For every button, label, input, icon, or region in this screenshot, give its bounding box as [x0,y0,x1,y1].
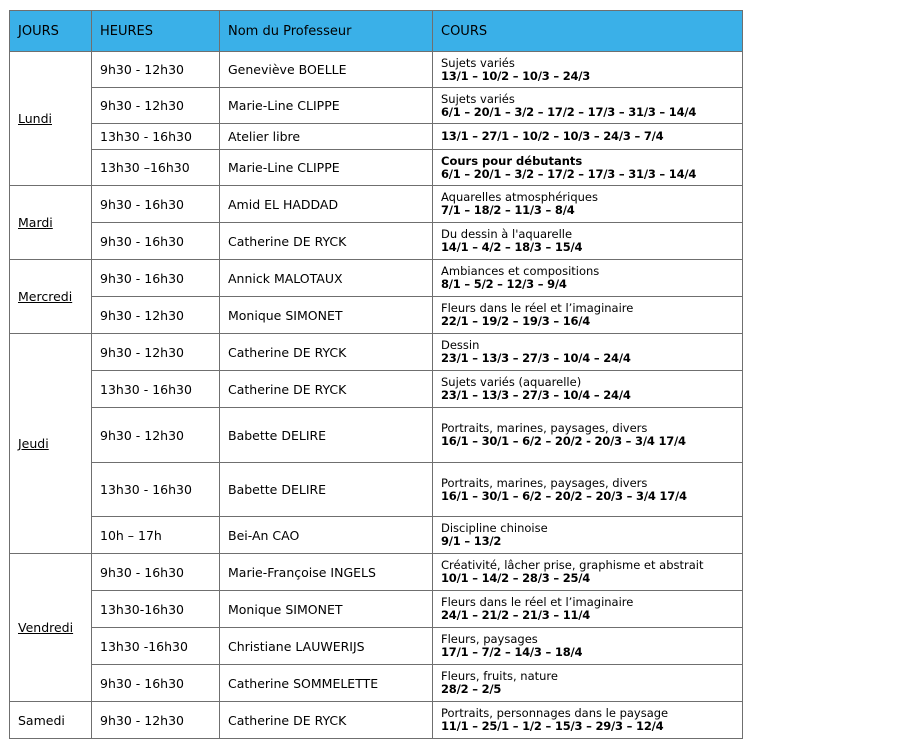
course-subject: Sujets variés (aquarelle) [441,375,582,389]
table-row [10,371,743,408]
professor-cell: Catherine DE RYCK [220,334,433,371]
day-label: Lundi [18,111,52,126]
course-cell [433,517,743,554]
time-cell: 9h30 - 12h30 [92,408,220,463]
day-cell [10,186,92,260]
course-subject: Portraits, marines, paysages, divers [441,475,648,490]
course-dates: 16/1 – 30/1 – 6/2 – 20/2 – 20/3 – 3/4 17/4 [441,488,687,503]
time-cell: 13h30 -16h30 [92,628,220,665]
course-cell [433,150,743,186]
professor-cell: Catherine SOMMELETTE [220,665,433,702]
table-row [10,52,743,88]
professor-cell: Geneviève BOELLE [220,52,433,88]
time-cell: 13h30 - 16h30 [92,463,220,517]
course-cell [433,665,743,702]
table-row [10,665,743,702]
course-cell [433,52,743,88]
header-jours: JOURS [10,11,92,52]
table-row [10,591,743,628]
course-dates: 24/1 – 21/2 – 21/3 – 11/4 [441,608,591,622]
course-dates: 7/1 – 18/2 – 11/3 – 8/4 [441,203,575,217]
header-heures: HEURES [92,11,220,52]
schedule-body [10,52,743,739]
professor-cell: Marie-Line CLIPPE [220,88,433,124]
day-label: Vendredi [18,620,74,635]
course-dates: 6/1 – 20/1 – 3/2 – 17/2 – 17/3 – 31/3 – 14/4 [441,166,697,181]
table-row [10,628,743,665]
day-cell [10,702,92,739]
table-row [10,702,743,739]
course-dates: 6/1 – 20/1 – 3/2 – 17/2 – 17/3 – 31/3 – 14/4 [441,104,697,119]
day-label: Mercredi [18,289,73,304]
professor-cell: Christiane LAUWERIJS [220,628,433,665]
course-dates: 16/1 – 30/1 – 6/2 – 20/2 - 20/3 – 3/4 17/4 [441,434,686,448]
course-subject: Créativité, lâcher prise, graphisme et abstrait [441,558,704,572]
header-professeur: Nom du Professeur [220,11,433,52]
course-dates: 9/1 – 13/2 [441,534,502,548]
day-cell [10,260,92,334]
course-dates: 28/2 – 2/5 [441,682,502,696]
course-dates: 23/1 – 13/3 – 27/3 – 10/4 – 24/4 [441,351,631,365]
course-cell [433,408,743,463]
course-dates: 8/1 – 5/2 – 12/3 – 9/4 [441,277,567,291]
course-cell [433,334,743,371]
professor-cell: Babette DELIRE [220,408,433,463]
course-cell [433,628,743,665]
day-cell [10,334,92,554]
course-dates: 14/1 – 4/2 – 18/3 – 15/4 [441,240,583,254]
day-cell [10,554,92,702]
professor-cell: Bei-An CAO [220,517,433,554]
course-cell [433,591,743,628]
table-row [10,88,743,124]
professor-cell: Marie-Françoise INGELS [220,554,433,591]
course-subject: Du dessin à l'aquarelle [441,227,573,241]
course-dates: 22/1 – 19/2 – 19/3 – 16/4 [441,314,591,328]
course-subject: Ambiances et compositions [441,264,600,278]
table-row [10,463,743,517]
course-cell [433,260,743,297]
day-label: Mardi [18,215,53,230]
time-cell: 9h30 - 12h30 [92,52,220,88]
time-cell: 9h30 - 16h30 [92,223,220,260]
course-subject: Fleurs dans le réel et l’imaginaire [441,595,634,609]
course-cell [433,297,743,334]
professor-cell: Catherine DE RYCK [220,223,433,260]
course-dates: 10/1 – 14/2 – 28/3 – 25/4 [441,571,591,585]
table-row [10,260,743,297]
table-row [10,334,743,371]
course-subject: Cours pour débutants [441,153,583,168]
day-cell [10,52,92,186]
time-cell: 9h30 - 16h30 [92,665,220,702]
course-cell [433,223,743,260]
professor-cell: Babette DELIRE [220,463,433,517]
course-subject: Aquarelles atmosphériques [441,190,598,204]
time-cell: 9h30 - 12h30 [92,334,220,371]
course-subject: Fleurs dans le réel et l’imaginaire [441,301,634,315]
professor-cell: Marie-Line CLIPPE [220,150,433,186]
course-subject: Sujets variés [441,55,515,70]
course-cell [433,186,743,223]
day-label: Samedi [18,712,65,728]
header-cours: COURS [433,11,743,52]
professor-cell: Amid EL HADDAD [220,186,433,223]
professor-cell: Monique SIMONET [220,591,433,628]
course-subject: Portraits, personnages dans le paysage [441,706,669,720]
course-subject: Fleurs, fruits, nature [441,669,558,683]
time-cell: 9h30 - 12h30 [92,88,220,124]
table-row [10,408,743,463]
table-row [10,150,743,186]
time-cell: 9h30 - 16h30 [92,554,220,591]
day-label: Jeudi [18,436,49,451]
time-cell: 13h30 - 16h30 [92,124,220,150]
professor-cell: Monique SIMONET [220,297,433,334]
header-row [10,11,743,52]
course-cell [433,463,743,517]
course-dates: 23/1 – 13/3 – 27/3 – 10/4 – 24/4 [441,388,631,402]
table-row [10,297,743,334]
time-cell: 9h30 - 16h30 [92,260,220,297]
time-cell: 9h30 - 12h30 [92,297,220,334]
table-row [10,186,743,223]
course-cell [433,702,743,739]
course-dates: 13/1 – 27/1 – 10/2 – 10/3 – 24/3 – 7/4 [441,129,664,143]
course-cell [433,371,743,408]
time-cell: 9h30 - 12h30 [92,702,220,739]
professor-cell: Annick MALOTAUX [220,260,433,297]
course-subject: Dessin [441,338,480,352]
time-cell: 13h30 –16h30 [92,150,220,186]
course-subject: Discipline chinoise [441,521,548,535]
table-row [10,223,743,260]
table-row [10,124,743,150]
professor-cell: Atelier libre [220,124,433,150]
course-cell [433,88,743,124]
schedule-table [9,10,743,739]
course-dates: 13/1 – 10/2 – 10/3 – 24/3 [441,68,591,83]
course-dates: 11/1 – 25/1 – 1/2 – 15/3 – 29/3 – 12/4 [441,719,664,733]
professor-cell: Catherine DE RYCK [220,702,433,739]
time-cell: 9h30 - 16h30 [92,186,220,223]
professor-cell: Catherine DE RYCK [220,371,433,408]
course-cell [433,124,743,150]
course-subject: Fleurs, paysages [441,632,538,646]
time-cell: 13h30 - 16h30 [92,371,220,408]
table-row [10,554,743,591]
course-cell [433,554,743,591]
time-cell: 13h30-16h30 [92,591,220,628]
course-dates: 17/1 – 7/2 – 14/3 – 18/4 [441,645,583,659]
course-subject: Portraits, marines, paysages, divers [441,421,648,435]
time-cell: 10h – 17h [92,517,220,554]
course-subject: Sujets variés [441,91,515,106]
table-row [10,517,743,554]
